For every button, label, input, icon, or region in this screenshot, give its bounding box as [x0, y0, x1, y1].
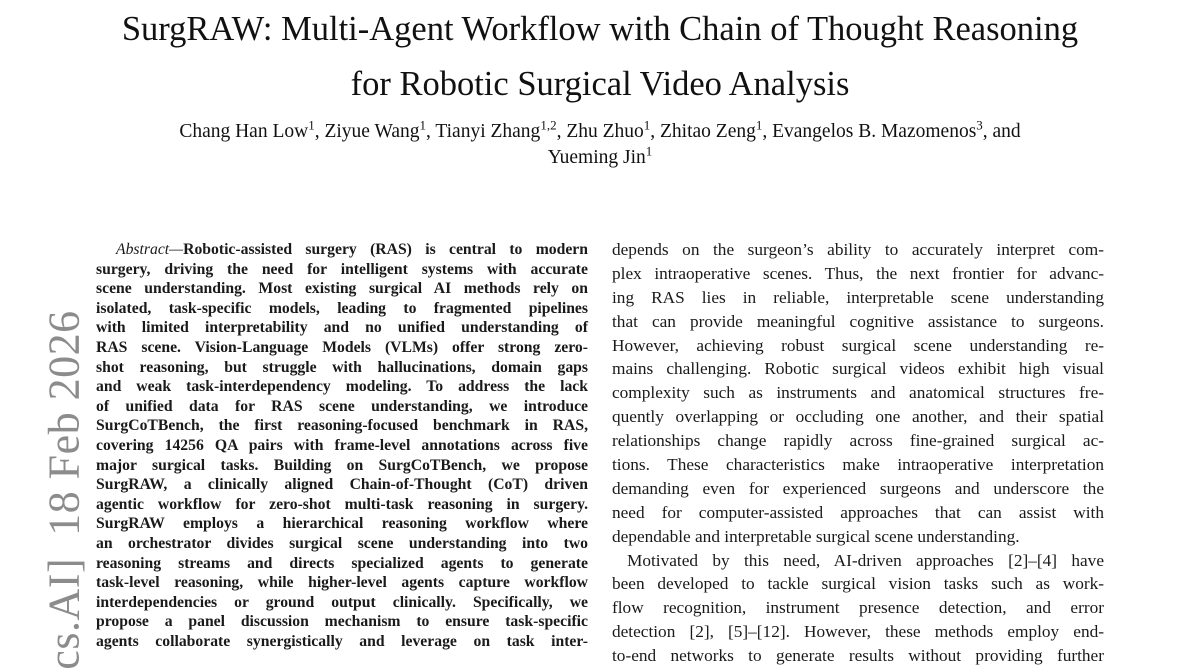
body-line: tions. These characteristics make intraoperative interpretation — [612, 455, 1104, 475]
abstract-line: RAS scene. Vision-Language Models (VLMs) offer strong zero- — [96, 338, 588, 356]
author-name: Tianyi Zhang — [435, 121, 541, 142]
abstract-line: task-level reasoning, while higher-level agents capture workflow — [96, 574, 588, 592]
author-separator: , — [650, 121, 661, 142]
author-separator: , — [425, 121, 436, 142]
arxiv-category: cs.AI] — [39, 557, 89, 670]
author-affiliation: 1 — [419, 117, 426, 133]
author-affiliation: 1 — [308, 117, 315, 133]
abstract-line: surgery, driving the need for intelligent systems with accurate — [96, 260, 588, 278]
body-line: depends on the surgeon’s ability to accurately interpret com- — [612, 240, 1104, 259]
arxiv-stamp — [39, 310, 90, 669]
author-name: Ziyue Wang — [324, 121, 420, 142]
abstract-line: shot reasoning, but struggle with hallucinations, domain gaps — [96, 358, 588, 376]
author-affiliation: 1,2 — [540, 117, 557, 133]
author-list — [100, 119, 1100, 171]
body-line: relationships change rapidly across fine-grained surgical ac- — [612, 431, 1104, 451]
abstract-label: Abstract— — [116, 241, 184, 258]
abstract-line: isolated, task-specific models, leading to fragmented pipelines — [96, 299, 588, 317]
author-name: Zhu Zhuo — [566, 121, 644, 142]
body-line: that can provide meaningful cognitive assistance to surgeons. — [612, 311, 1104, 331]
title-line-1: SurgRAW: Multi-Agent Workflow with Chain of Thought Reasoning — [121, 10, 1079, 48]
abstract-line: covering 14256 QA pairs with frame-level annotations across five — [96, 436, 588, 454]
body-line: ing RAS lies in reliable, interpretable scene understanding — [612, 287, 1104, 307]
abstract-line: SurgCoTBench, the first reasoning-focused benchmark in RAS, — [96, 417, 588, 435]
body-line: demanding even for experienced surgeons and underscore the — [612, 478, 1104, 498]
abstract-line: agents collaborate synergistically and leverage on task inter- — [96, 632, 588, 650]
author-separator: , — [314, 121, 325, 142]
abstract-line: SurgRAW, a clinically aligned Chain-of-Thought (CoT) driven — [96, 476, 588, 494]
abstract-line: propose a panel discussion mechanism to ensure task-specific — [96, 613, 588, 631]
body-line: plex intraoperative scenes. Thus, the next frontier for advanc- — [612, 263, 1104, 283]
author-line-1 — [100, 119, 1100, 145]
body-line: quently overlapping or occluding one another, and their spatial — [612, 407, 1104, 427]
author-name: Zhitao Zeng — [660, 121, 756, 142]
abstract-line: interdependencies or ground output clinically. Specifically, we — [96, 593, 588, 611]
body-line: been developed to tackle surgical vision tasks such as work- — [612, 574, 1104, 594]
abstract-line: agentic workflow for zero-shot multi-task reasoning in surgery. — [96, 495, 588, 513]
body-line: Motivated by this need, AI-driven approaches [2]–[4] have — [627, 550, 1104, 570]
body-line: detection [2], [5]–[12]. However, these methods employ end- — [612, 622, 1104, 642]
body-line: complexity such as instruments and anatomical structures fre- — [612, 383, 1104, 403]
author-name: Chang Han Low — [179, 121, 309, 142]
author-name: Yueming Jin — [547, 147, 646, 168]
arxiv-date: 18 Feb 2026 — [39, 310, 89, 536]
abstract-line: SurgRAW employs a hierarchical reasoning workflow where — [96, 515, 588, 533]
abstract-line: scene understanding. Most existing surgical AI methods rely on — [96, 280, 588, 298]
author-affiliation: 1 — [645, 143, 653, 159]
author-line-2 — [100, 145, 1100, 171]
paper-title — [0, 2, 1200, 112]
body-column-right — [612, 238, 1104, 668]
author-name: Evangelos B. Mazomenos — [772, 121, 977, 142]
abstract-line: with limited interpretability and no unified understanding of — [96, 319, 588, 337]
title-line-2: for Robotic Surgical Video Analysis — [350, 65, 850, 103]
abstract — [96, 240, 588, 651]
author-separator: , and — [982, 121, 1021, 142]
author-separator: , — [556, 121, 567, 142]
abstract-line: and weak task-interdependency modeling. To address the lack — [96, 378, 588, 396]
body-line: dependable and interpretable surgical scene understanding. — [612, 526, 1020, 546]
author-separator: , — [762, 121, 773, 142]
author-affiliation: 3 — [976, 117, 983, 133]
body-line: need for computer-assisted approaches that can assist with — [612, 502, 1104, 522]
abstract-line: major surgical tasks. Building on SurgCoTBench, we propose — [96, 456, 588, 474]
abstract-line: of unified data for RAS scene understanding, we introduce — [96, 397, 588, 415]
abstract-line: an orchestrator divides surgical scene understanding into two — [96, 534, 588, 552]
body-line: mains challenging. Robotic surgical videos exhibit high visual — [612, 359, 1104, 379]
body-line: flow recognition, instrument presence detection, and error — [612, 598, 1104, 618]
body-line: to-end networks to generate results without providing further — [612, 646, 1104, 666]
author-affiliation: 1 — [643, 117, 651, 133]
abstract-line: reasoning streams and directs specialized agents to generate — [96, 554, 588, 572]
abstract-line: Abstract—Robotic-assisted surgery (RAS) is central to modern — [116, 241, 588, 258]
body-line: However, achieving robust surgical scene understanding re- — [612, 335, 1104, 355]
author-affiliation: 1 — [755, 117, 763, 133]
